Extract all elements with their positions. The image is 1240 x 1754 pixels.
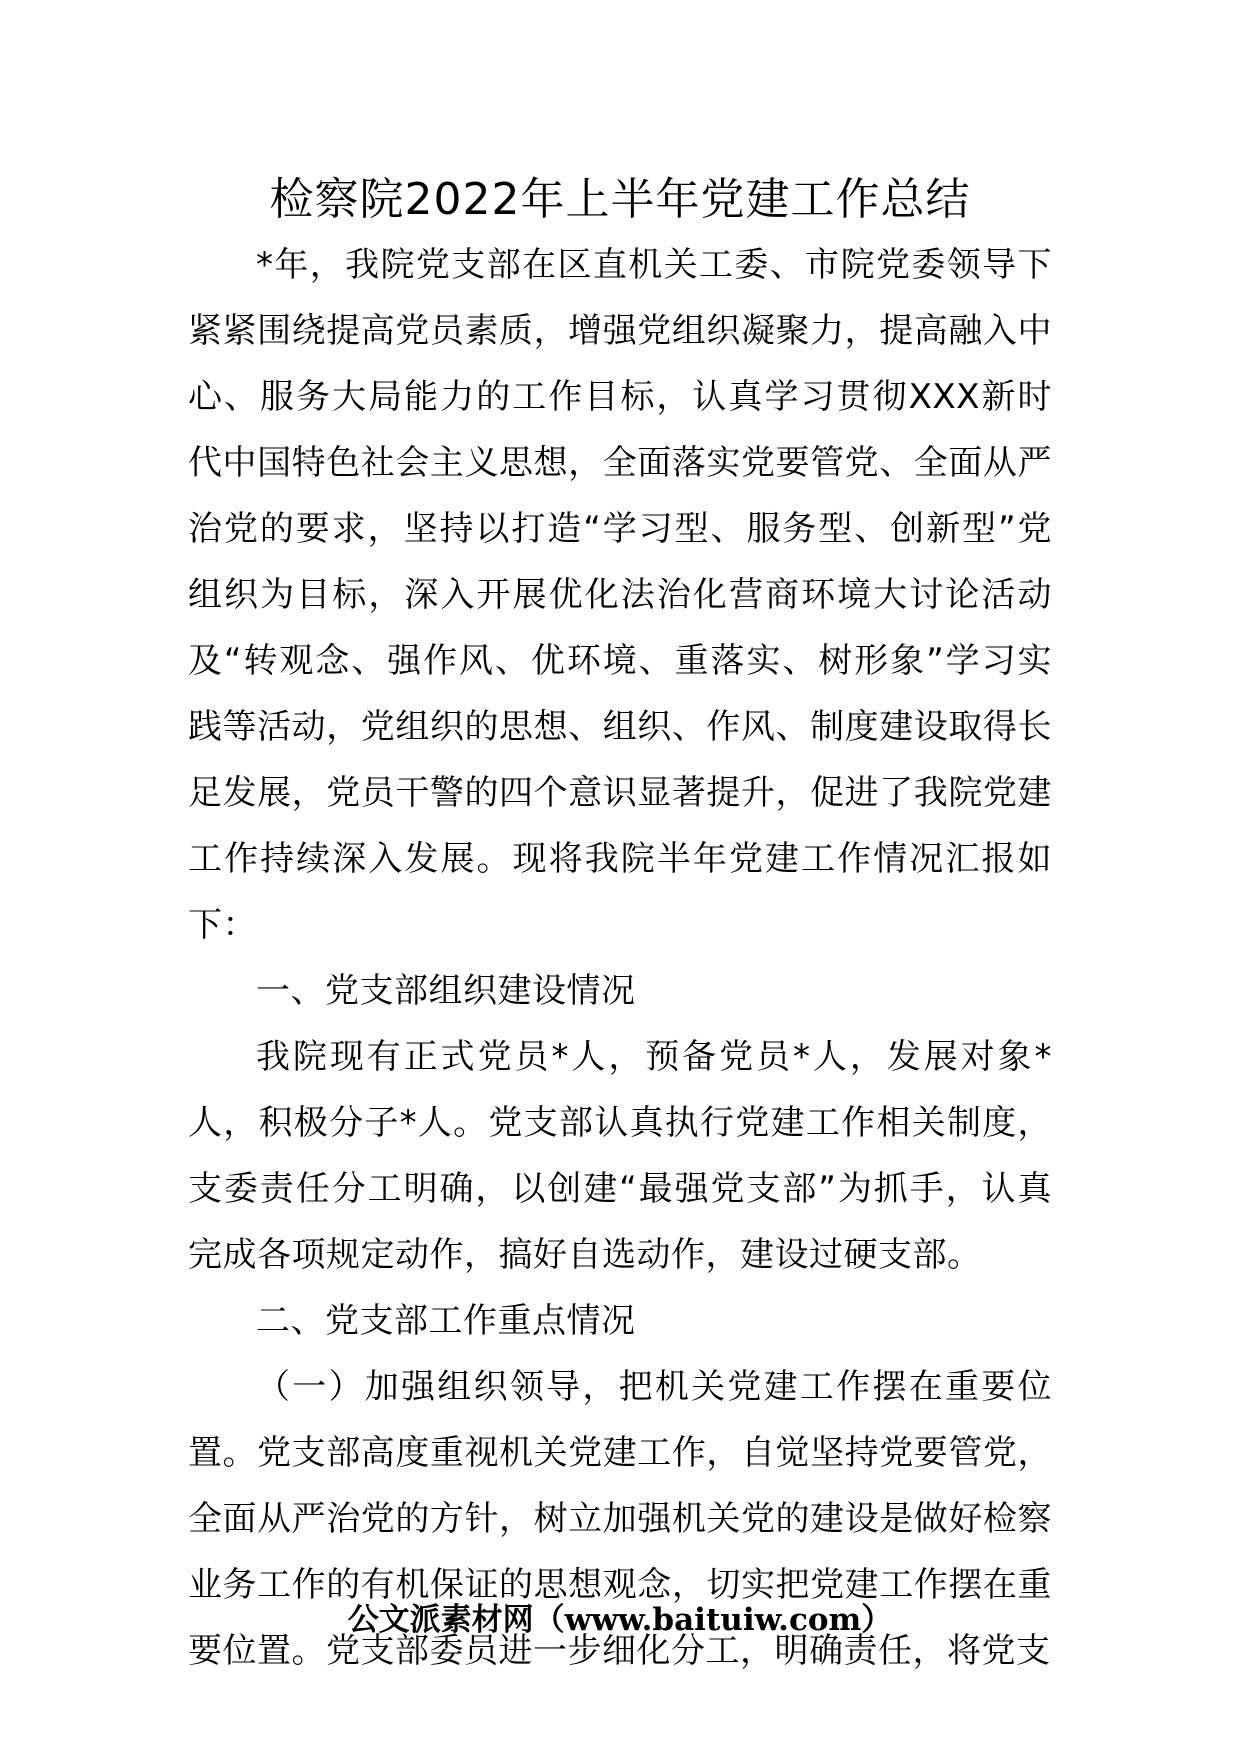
watermark-footer: 公文派素材网（www.baituiw.com）	[347, 1602, 893, 1638]
section-2-paragraph: （一）加强组织领导，把机关党建工作摆在重要位置。党支部高度重视机关党建工作，自觉坚持党要管党，全面从严治党的方针，树立加强机关党的建设是做好检察业务工作的有机保证的思想观念，切实把党建工作摆在重要位置。党支部委员进一步细化分工，明确责任，将党支	[188, 1367, 1052, 1671]
section-heading-1: 一、党支部组织建设情况	[256, 971, 636, 1011]
section-1-paragraph: 我院现有正式党员*人，预备党员*人，发展对象*人，积极分子*人。党支部认真执行党建工作相关制度，支委责任分工明确，以创建“最强党支部”为抓手，认真完成各项规定动作，搞好自选动作，建设过硬支部。	[188, 1037, 1052, 1275]
section-heading-2: 二、党支部工作重点情况	[256, 1301, 636, 1341]
document-body	[188, 232, 1052, 1684]
document-title: 检察院2022年上半年党建工作总结	[269, 174, 971, 225]
intro-paragraph: *年，我院党支部在区直机关工委、市院党委领导下紧紧围绕提高党员素质，增强党组织凝聚力，提高融入中心、服务大局能力的工作目标，认真学习贯彻XXX新时代中国特色社会主义思想，全面落实党要管党、全面从严治党的要求，坚持以打造“学习型、服务型、创新型”党组织为目标，深入开展优化法治化营商环境大讨论活动及“转观念、强作风、优环境、重落实、树形象”学习实践等活动，党组织的思想、组织、作风、制度建设取得长足发展，党员干警的四个意识显著提升，促进了我院党建工作持续深入发展。现将我院半年党建工作情况汇报如下：	[188, 245, 1052, 945]
